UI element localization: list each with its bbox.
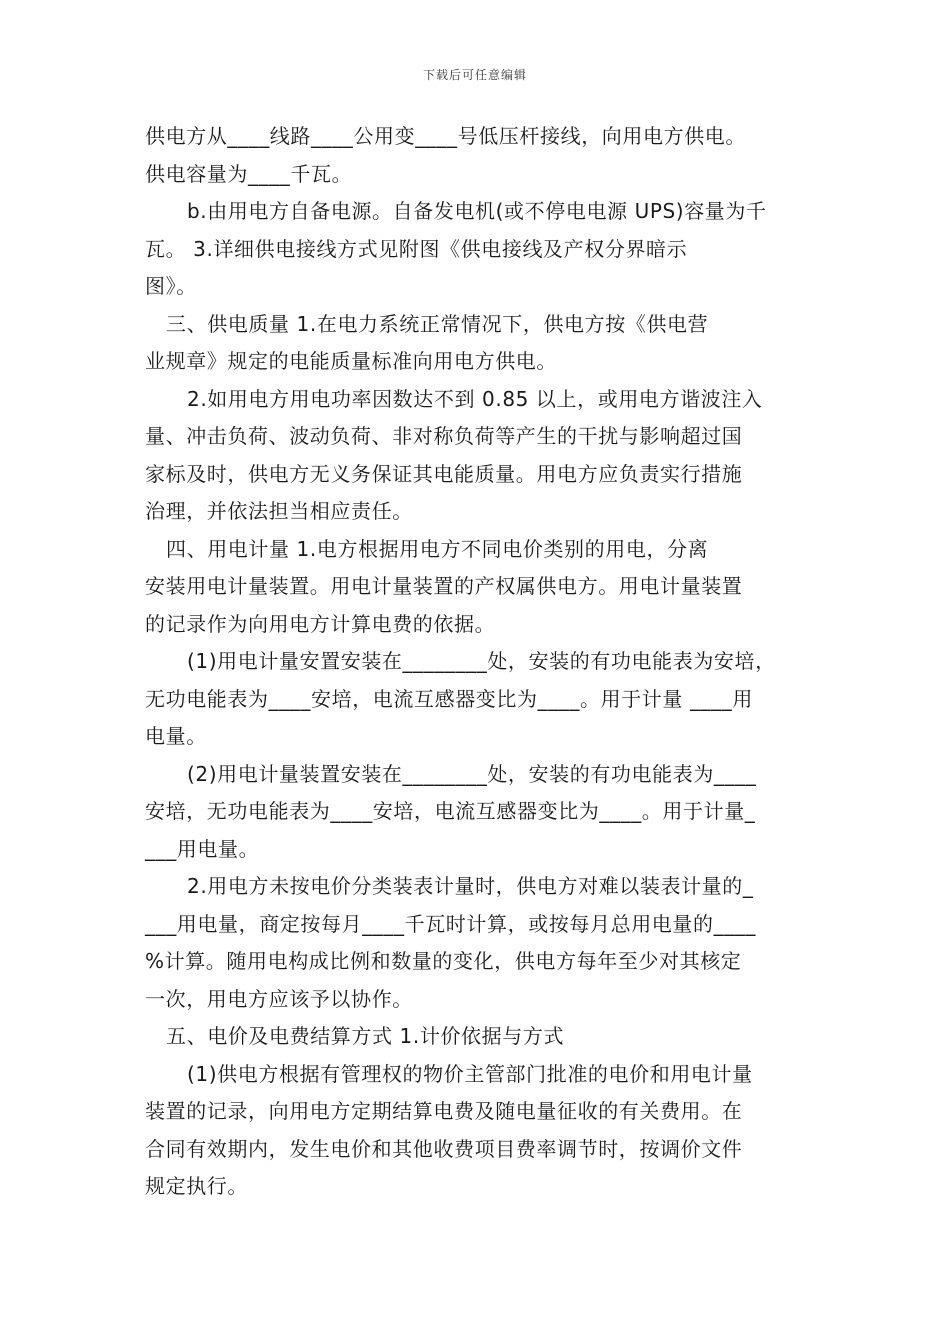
text-line: 2.如用电方用电功率因数达不到 0.85 以上，或用电方谐波注入 — [187, 386, 763, 411]
text-line: 的记录作为向用电方计算电费的依据。 — [145, 611, 496, 636]
section-heading-line: 四、用电计量 1.电方根据用电方不同电价类别的用电，分离 — [166, 536, 709, 561]
text-line: 图》。 — [145, 274, 197, 298]
text-line: 2.用电方未按电价分类装表计量时，供电方对难以装表计量的_ — [187, 874, 754, 898]
text-line: 治理，并依法担当相应责任。 — [145, 499, 413, 523]
text-line: 电量。 — [145, 724, 207, 748]
section-heading-line: 五、电价及电费结算方式 1.计价依据与方式 — [166, 1024, 565, 1048]
text-line: 供电方从____线路____公用变____号低压杆接线，向用电方供电。 — [145, 124, 746, 148]
text-line: 瓦。 3.详细供电接线方式见附图《供电接线及产权分界暗示 — [145, 236, 688, 261]
document-body — [145, 118, 813, 1206]
text-line: 安装用电计量装置。用电计量装置的产权属供电方。用电计量装置 — [145, 574, 743, 598]
text-line: b.由用电方自备电源。自备发电机(或不停电电源 UPS)容量为千 — [187, 199, 767, 223]
page-header: 下载后可任意编辑 — [422, 68, 527, 82]
text-line: 一次，用电方应该予以协作。 — [145, 986, 413, 1011]
text-line: 量、冲击负荷、波动负荷、非对称负荷等产生的干扰与影响超过国 — [145, 424, 743, 448]
text-line: ___用电量。 — [145, 836, 260, 861]
text-line: (2)用电计量装置安装在________处，安装的有功电能表为____ — [187, 761, 757, 786]
text-line: %计算。随用电构成比例和数量的变化，供电方每年至少对其核定 — [145, 949, 742, 973]
section-heading-line: 三、供电质量 1.在电力系统正常情况下，供电方按《供电营 — [166, 311, 709, 336]
text-line: 家标及时，供电方无义务保证其电能质量。用电方应负责实行措施 — [145, 461, 743, 486]
text-line: 合同有效期内，发生电价和其他收费项目费率调节时，按调价文件 — [145, 1136, 743, 1161]
text-line: 无功电能表为____安培，电流互感器变比为____。用于计量 ____用 — [145, 686, 753, 711]
text-line: 供电容量为____千瓦。 — [145, 161, 353, 186]
text-line: ___用电量，商定按每月____千瓦时计算，或按每月总用电量的____ — [145, 911, 756, 936]
text-line: (1)供电方根据有管理权的物价主管部门批准的电价和用电计量 — [187, 1061, 753, 1086]
text-line: 业规章》规定的电能质量标准向用电方供电。 — [145, 349, 557, 373]
text-line: (1)用电计量安置安装在________处，安装的有功电能表为安培， — [187, 649, 776, 673]
text-line: 规定执行。 — [145, 1174, 248, 1198]
text-line: 安培，无功电能表为____安培，电流互感器变比为____。用于计量_ — [145, 799, 756, 823]
text-line: 装置的记录，向用电方定期结算电费及随电量征收的有关费用。在 — [145, 1099, 743, 1123]
